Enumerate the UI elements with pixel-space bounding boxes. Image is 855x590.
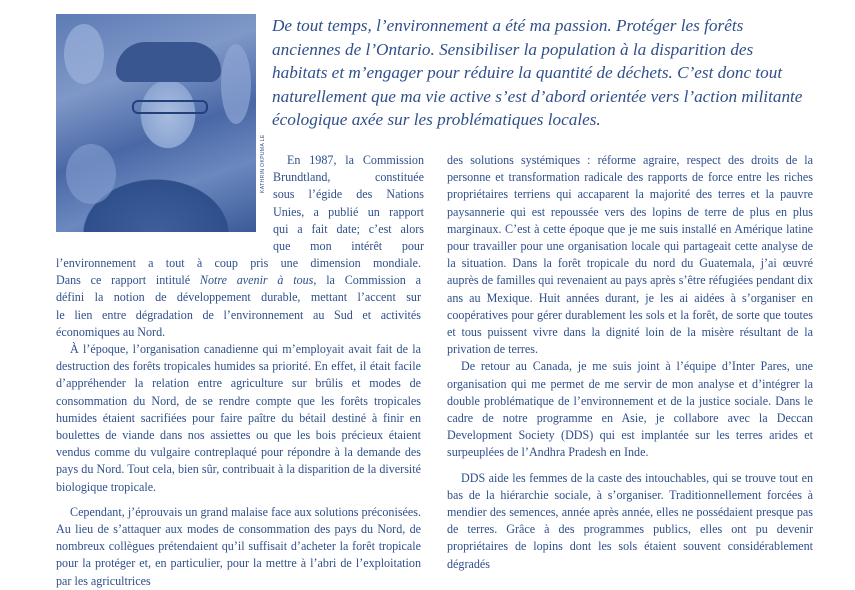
left-column-narrow — [273, 152, 424, 255]
portrait-photo — [56, 14, 256, 232]
foliage-shape — [221, 44, 251, 124]
text-fragment: Dans ce rapport intitulé — [56, 273, 191, 288]
text-line: Unies, a publié un rapport — [273, 204, 424, 219]
right-column — [447, 152, 813, 573]
text-fragment: , la Commission a — [313, 273, 421, 288]
report-title: Notre avenir à tous — [199, 273, 314, 288]
paragraph: Cependant, j’éprouvais un grand malaise face aux solutions préconisées. Au lieu de s’attaquer aux modes de consommation des pays du Nord, de nombreux collègues prétendaient qu’il suffisait d’acheter la forêt tropicale pour la protéger et, en particulier, pour la mettre à l’abri de l’exploitation par les agricultrices — [56, 504, 421, 588]
text-line: En 1987, la Commission — [287, 153, 424, 167]
glasses-shape — [132, 100, 208, 114]
text-line: Brundtland, constituée — [273, 170, 424, 185]
pull-quote — [272, 14, 812, 132]
text-line: qui a fait date; c’est alors — [273, 221, 424, 236]
foliage-shape — [64, 24, 104, 84]
text-line: le lien entre dégradation de l’environnement au Sud et activités — [56, 307, 421, 322]
left-column — [56, 255, 421, 590]
text-line: sous l’égide des Nations — [273, 187, 424, 202]
text-line: l’environnement a tout à coup pris une dimension mondiale. — [56, 256, 421, 270]
hair-shape — [116, 42, 221, 82]
paragraph: De retour au Canada, je me suis joint à l’équipe d’Inter Pares, une organisation qui me permet de me servir de mon analyse et d’intégrer la double problématique de l’environnement et de la justice sociale. Dans le cadre de notre programme en Asie, je collabore avec la Deccan Development Society (DDS) qui est implantée sur les terres arides et surpeuplées de l’Andhra Pradesh en Inde. — [447, 359, 813, 460]
text-line: économiques au Nord. — [56, 324, 166, 339]
text-line — [56, 272, 421, 289]
paragraph: des solutions systémiques : réforme agraire, respect des droits de la personne et transformation radicale des rapports de force entre les riches propriétaires terriens qui accaparent la majorité des terres et la pauvre paysannerie qui est repoussée vers des lopins de terre de plus en plus marginaux. C’est à cette époque que je me suis installé en Amérique latine pour travailler pour une organisation locale qui partageait cette analyse de la situation. Dans la forêt tropicale du nord du Guatemala, j’ai œuvré auprès de familles qui revenaient au pays après s’être réfugiées pendant dix ans au Mexique. Huit années durant, je les ai aidées à s’organiser en coopératives pour gérer durablement les sols et la forêt, de sorte que toutes et tous puissent vivre dans la dignité loin de la misère résultant de la privation de terres. — [447, 153, 813, 357]
foliage-shape — [66, 144, 116, 204]
paragraph: DDS aide les femmes de la caste des intouchables, qui se trouve tout en bas de la hiérarchie sociale, à s’organiser. Traditionnellement forcées à mendier des semences, année après année, elles ne possédaient presque pas de terres. Grâce à des programmes publics, elles ont pu devenir propriétaires de lopins dont les sols étaient souvent considérablement dégradés — [447, 470, 813, 571]
text-line: défini la notion de développement durable, mettant l’accent sur — [56, 290, 421, 305]
text-line: que mon intérêt pour — [273, 239, 424, 254]
photo-credit: KATHRIN OKPUMA LE — [260, 134, 266, 193]
paragraph: À l’époque, l’organisation canadienne qui m’employait avait fait de la destruction des forêts tropicales humides sa priorité. En effet, il était facile d’appréhender la relation entre agriculture sur brûlis et modes de consommation du Nord, de se rendre compte que les forêts tropicales humides étaient sacrifiées pour faire paître du bétail destiné à finir en boulettes de viande dans nos assiettes ou que les bois précieux étaient vendus comme du vulgaire contreplaqué pour répondre à la demande des pays du Nord. Tout cela, bien sûr, contribuait à la disparition de la diversité biologique tropicale. — [56, 342, 421, 494]
pull-quote-text: De tout temps, l’environnement a été ma passion. Protéger les forêts anciennes de l’Ontario. Sensibiliser la population à la disparition des habitats et m’engager pour réduire la quantité de déchets. C’est donc tout naturellement que ma vie active s’est d’abord orientée vers l’action militante écologique axée sur les problématiques locales. — [272, 16, 803, 129]
